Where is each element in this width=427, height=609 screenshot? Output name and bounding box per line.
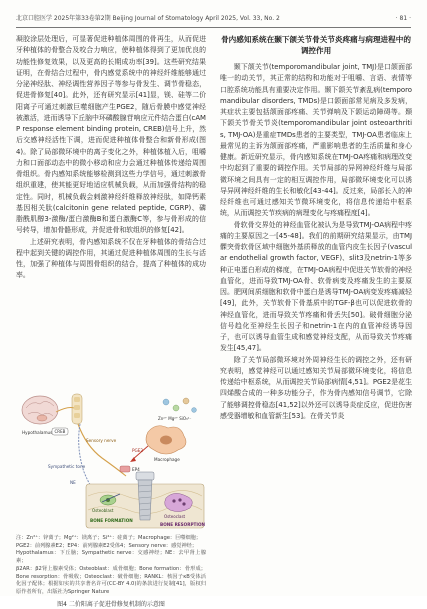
caption-line-2: PGE2：前列腺素E2；EP4：前列腺素E2受体4；Sensory nerve：感觉神经； [16,542,198,549]
ion-particles [163,398,196,412]
ep4-label: EP4 [132,467,140,472]
macrophage-icon [146,426,186,454]
brain-icon [22,396,58,424]
osteoclast-label: Osteoclast [164,514,186,519]
page-number: · 81 · [395,15,411,22]
osteoblast-label: Osteoblast [92,508,114,513]
pge2-label: PGE2 [132,448,144,453]
sympathetic-tone-label: Sympathetic tone [48,464,86,469]
journal-citation: 北京口腔医学 2025年第33卷第2期 Beijing Journal of Stomatology April 2025, Vol. 33, No. 2 [16,15,280,22]
right-column [220,34,412,422]
left-column [16,34,206,282]
section-heading: 骨内感知系统在颞下颌关节骨关节炎疼痛与病理进程中的调控作用 [221,35,411,55]
right-paragraph-2: 骨软骨交界处的神经血管化被认为是导致TMJ-OA病程中疼痛的主要原因之一[45-48]。我们的前期研究结果显示，由TMJ髁突骨软骨区域中细胞外基质释放的血管内皮生长因子(vascular endothelial growth factor, VEGF)、slit3及netrin-1等多种正电蛋白形成的梯度，在TMJ-OA病程中促进关节软骨的神经血管化，进而导致TMJ-OA骨、软骨病变及疼痛发生的主要原因。肥网间质细胞和软骨中蛋白是诱导TMJ-OA病变发疼痛减轻[49]，此外，关节软骨下骨基质中的TGF-β也可以促进软骨的神经血管化，进而导致关节疼痛和骨丢失[50]。破骨细胞分泌信号趋化至神经生长因子和netrin-1在内的血管神经诱导因子，也可以诱导血管生成和感觉神经支配，从而导致关节疼痛发生[45,47]。 [220,220,412,353]
left-paragraph-2: 上述研究表明，骨内感知系统不仅在牙种植体的骨结合过程中起到关键的调控作用，其通过促进种植体周围的生长与活性，加强了种植体与周围骨组织的结合，提高了种植体的成功率。 [16,237,206,280]
figure-4 [16,388,206,533]
creb-badge [52,428,68,435]
creb-label: CREB [54,429,66,435]
right-paragraph-3: 除了关节局部微环境对外周神经生长的调控之外，还有研究表明，感觉神经可以通过感知关节局部微环境变化，将信息传递给中枢系统，从而调控关节局部病情[4,51]。PGE2是花生四烯酸合成的一种多功能分子，作为骨内感知信号调节，它除了能够调控骨稳态[41,52]以外还可以诱导炎症反应，促进伤害感受器增敏和血管新生[53]。在骨关节炎 [220,355,412,420]
sensory-nerve-path [78,424,126,476]
mechanism-diagram [16,388,206,533]
macrophage-label: Macrophage [154,457,180,462]
ascending-signal-path [56,408,74,413]
caption-line-3: Hypothalamus：下丘脑；Sympathetic nerve：交感神经；NE：去甲肾上腺素； [16,550,206,565]
ions-label: Zn²⁺ Mg²⁺ SiO₃²⁻ [158,416,192,421]
figure-caption [16,535,206,609]
figure-title: 图4 二价阳离子促进骨修复机制的示意图 [57,600,165,608]
sensory-nerve-label: Sensory nerve [86,438,117,443]
running-head [16,13,411,25]
caption-line-4: β2AR：β2肾上腺素受体；Osteoblast：成骨细胞；Bone formation：骨形成；Bone resorption：骨吸收；Osteoclast：破骨细胞；RANKL：核因子κB受体活化因子配体；根据如实的共享著名许可(CC-BY 4.0)的条款进行复制[41]，版权归原作者所有，出版社为Springer Nature [16,565,206,595]
bone-resorption-label: BONE RESORPTION [160,522,206,527]
left-paragraph-1: 凝胶涂层处理后，可显著促进种植体周围的骨再生，从而促进牙种植体的骨整合及咬合力响应，使种植体得到了更加优良的功能性修复效果，以及更高的长期成功率[39]。这些研究结果证明，在骨结合过程中，骨内感觉系统中的神经纤维能够通过分泌神经肽、神经调性营养因子等参与骨发生、调节骨稳态，促进骨修复[40]。此外，还有研究显示[41]显，镁、硅等二价阳离子可通过刺激巨噬细胞产生PGE2，随后骨膜中感觉神经被激活，进而诱导下丘脑中环磷酸腺苷响应元件结合蛋白(cAMP response element binding protein, CREB)信号上升，然后交感神经活性下调，进而促进种植体骨整合和新骨形成(图4)。除了局部微环境中的离子变化之外，种植体植入后，咀嚼力和口面部动态中的微小移动和应力会通过种植体传递给周围骨组织。骨内感知系统能够检测到这些力学信号，通过刺激骨组织重建，使其能更好地适应机械负载，从而加强骨结构的稳定性。同时，机械负载会刺激神经纤维释放神经肽，如降钙素基因相关肽(calcitonin gene related peptide, CGRP)、磷脂酰肌醇3-激酶/蛋白激酶B和蛋白激酶C等，参与骨形成的信号转导，增加骨骼形成，并促进骨和软组织的修复[42]。 [16,35,206,235]
caption-line-1: 注：Zn²⁺：锌离子；Mg²⁺：镁离子；Si⁴⁺：硅离子；Macrophage：巨噬细胞； [16,535,202,541]
hypothalamus-label: Hypothalamus [22,430,53,435]
ne-label: NE [70,480,76,485]
ep4-receptor-icon [120,466,130,472]
right-paragraph-1: 颞下颌关节(temporomandibular joint, TMJ)是口颌面部唯一的动关节，其正常的结构和功能对于咀嚼、言语、表情等口腔系统功能具有重要决定作用。颞下颌关节紊乱病(temporomandibular disorders, TMDs)是口颌面部常见病及多发病，其症状主要包括颌面部疼痛、关节弹响及下颌运动障碍等。颞下颌关节骨关节炎(temporomandibular joint osteoarthritis, TMJ-OA)是重症TMDs患者的主要类型，TMJ-OA患者临床上最常见的主诉为颌面部疼痛，严重影响患者的生活质量和身心健康。新近研究显示，骨内感知系统在TMJ-OA疼痛和病理改变中均起到了重要的调控作用。关节局部的异网神经纤维与局部微环境之间具有一定的相互调控作用，局部微环境变化可以诱导异网神经纤维的生长和敏化[43-44]。反过来，局部长入的神经纤维也可通过感知关节微环境变化，将信息传递给中枢系统，从而调控关节疾病的病理变化与疼痛程度[4]。 [220,63,412,218]
bone-formation-label: BONE FORMATION [90,518,133,523]
spinal-cord-icon [72,394,82,424]
header-rule [16,27,411,28]
